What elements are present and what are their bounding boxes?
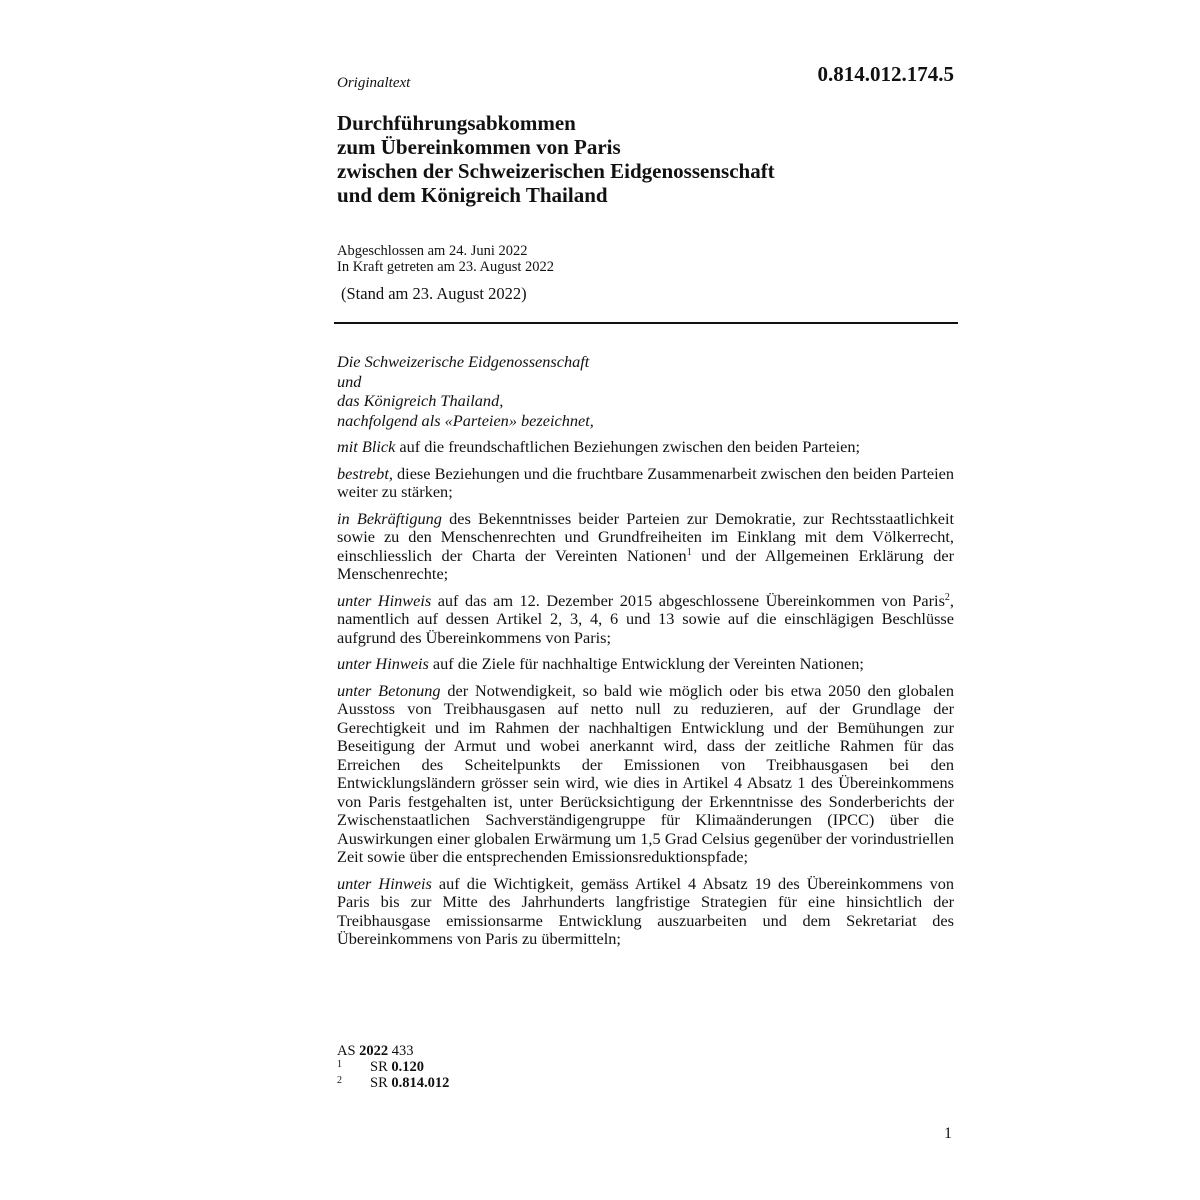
footnote-prefix: SR	[370, 1075, 388, 1091]
concluded-date: Abgeschlossen am 24. Juni 2022	[337, 243, 528, 259]
paragraph-lead: unter Hinweis	[337, 654, 429, 673]
footnote-item	[337, 1075, 449, 1091]
as-year: 2022	[359, 1043, 389, 1059]
party-line: nachfolgend als «Parteien» bezeichnet,	[337, 410, 594, 430]
party-line: das Königreich Thailand,	[337, 391, 504, 410]
paragraph-text: auf die Wichtigkeit, gemäss Artikel 4 Absatz 19 des Übereinkommens von Paris bis zur Mitte des Jahrhunderts langfristige Strategien für eine hinsichtlich der Treibhausgase emissionsarme Entwicklung auszuarbeiten und dem Sekretariat des Übereinkommens von Paris zu übermitteln;	[337, 873, 954, 948]
preamble-paragraph	[337, 875, 954, 949]
footnote-number: 2	[337, 1075, 342, 1086]
paragraph-lead: unter Hinweis	[337, 590, 432, 610]
header-divider	[334, 322, 958, 324]
party-line: Die Schweizerische Eidgenossenschaft	[337, 352, 590, 371]
paragraph-lead: unter Betonung	[337, 680, 441, 700]
paragraph-text: auf das am 12. Dezember 2015 abgeschlossene Übereinkommen von Paris	[431, 590, 945, 610]
paragraph-text: auf die Ziele für nachhaltige Entwicklung der Vereinten Nationen;	[428, 654, 864, 673]
preamble-paragraph	[337, 465, 954, 502]
title-line: Durchführungsabkommen	[337, 111, 576, 135]
footnote-number: 1	[337, 1059, 342, 1070]
footnote-prefix: SR	[370, 1059, 388, 1075]
preamble-paragraph	[337, 655, 954, 674]
parties-block	[337, 352, 954, 430]
party-line: und	[337, 371, 362, 391]
paragraph-lead: mit Blick	[337, 437, 396, 456]
paragraph-text: auf die freundschaftlichen Beziehungen zwischen den beiden Parteien;	[395, 437, 861, 456]
as-page: 433	[388, 1043, 414, 1059]
paragraph-lead: unter Hinweis	[337, 873, 432, 893]
footnote-sr-link[interactable]: 0.814.012	[391, 1075, 450, 1091]
footnote-ref[interactable]: 1	[686, 546, 692, 558]
page-number: 1	[944, 1125, 952, 1142]
in-force-date: In Kraft getreten am 23. August 2022	[337, 259, 555, 275]
dates-block	[337, 243, 554, 275]
paragraph-text: der Notwendigkeit, so bald wie möglich oder bis etwa 2050 den globalen Ausstoss von Treibhausgasen auf netto null zu reduzieren, auf der Grundlage der Gerechtigkeit und im Rahmen der nachhaltigen Entwicklung und der Bemühungen zur Beseitigung der Armut und wobei anerkannt wird, dass der zeitliche Rahmen für das Erreichen des Scheitelpunkts der Emissionen von Treibhausgasen bei den Entwicklungsländern grösser sein wird, wie dies in Artikel 4 Absatz 1 des Übereinkommens von Paris festgehalten ist, unter Berücksichtigung der Erkenntnisse des Sonderberichts der Zwischenstaatlichen Sachverständigengruppe für Klimaänderungen (IPCC) über die Auswirkungen einer globalen Erwärmung um 1,5 Grad Celsius gegenüber der vorindustriellen Zeit sowie über die entsprechenden Emissionsreduktionspfade;	[337, 680, 955, 866]
preamble-paragraph	[337, 682, 954, 867]
sr-number: 0.814.012.174.5	[817, 62, 954, 86]
title-line: zwischen der Schweizerischen Eidgenossenschaft	[337, 159, 775, 183]
title-line: zum Übereinkommen von Paris	[337, 135, 621, 159]
paragraph-text: diese Beziehungen und die fruchtbare Zusammenarbeit zwischen den beiden Parteien weiter zu stärken;	[337, 463, 954, 501]
paragraph-lead: bestrebt,	[337, 463, 393, 483]
preamble-paragraph	[337, 510, 954, 584]
footnote-ref[interactable]: 2	[944, 591, 950, 603]
status-date: (Stand am 23. August 2022)	[341, 284, 527, 303]
preamble-paragraph	[337, 438, 954, 457]
paragraph-text: des Bekenntnisses beider Parteien zur Demokratie, zur Rechtsstaatlichkeit sowie zu den Menschenrechten und Grundfreiheiten im Einklang mit dem Völkerrecht, einschliesslich der Charta der Vereinten Nationen	[337, 508, 954, 565]
preamble-paragraph	[337, 592, 954, 648]
footnotes	[337, 1043, 449, 1091]
paragraph-text: und der Allgemeinen Erklärung der Menschenrechte;	[337, 545, 954, 583]
paragraph-lead: in Bekräftigung	[337, 508, 442, 528]
title-line: und dem Königreich Thailand	[337, 183, 608, 207]
footnote-sr-link[interactable]: 0.120	[391, 1059, 424, 1075]
originaltext-label: Originaltext	[337, 75, 411, 91]
document-title	[337, 111, 775, 207]
paragraph-text: , namentlich auf dessen Artikel 2, 3, 4, 6 und 13 sowie auf die einschlägigen Beschlüsse aufgrund des Übereinkommens von Paris;	[337, 590, 954, 647]
preamble	[337, 352, 954, 957]
as-prefix: AS	[337, 1043, 360, 1059]
